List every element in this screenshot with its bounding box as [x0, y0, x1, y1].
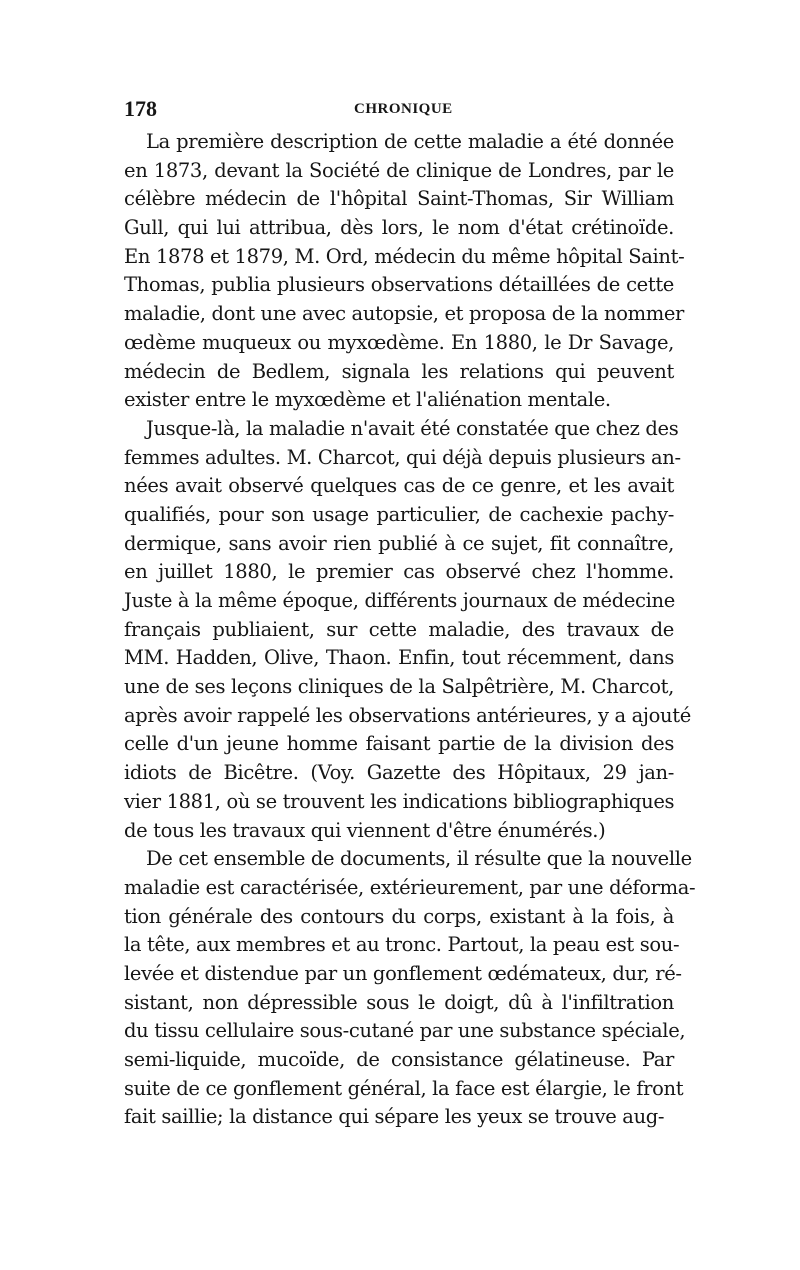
text-line: une de ses leçons cliniques de la Salpêtrière, M. Charcot,: [124, 675, 674, 699]
text-line: semi-liquide, mucoïde, de consistance gélatineuse. Par: [124, 1048, 674, 1071]
text-line: œdème muqueux ou myxœdème. En 1880, le Dr Savage,: [124, 330, 674, 354]
text-line: nées avait observé quelques cas de ce genre, et les avait: [124, 474, 674, 498]
text-line: dermique, sans avoir rien publié à ce sujet, fit connaître,: [124, 531, 674, 555]
text-line: célèbre médecin de l'hôpital Saint-Thomas, Sir William: [124, 187, 674, 211]
text-line: fait saillie; la distance qui sépare les yeux se trouve aug-: [124, 1105, 665, 1129]
paragraph: [124, 128, 685, 415]
text-line: celle d'un jeune homme faisant partie de la division des: [124, 732, 674, 756]
paragraph: [124, 845, 696, 1132]
text-line: de tous les travaux qui viennent d'être énumérés.): [124, 818, 606, 842]
text-line: tion générale des contours du corps, existant à la fois, à: [124, 904, 674, 928]
body-text: [124, 128, 696, 1132]
text-line: idiots de Bicêtre. (Voy. Gazette des Hôpitaux, 29 jan-: [124, 761, 674, 785]
text-line: levée et distendue par un gonflement œdémateux, dur, ré-: [124, 961, 682, 985]
page-number: 178: [124, 96, 157, 121]
text-line: La première description de cette maladie a été donnée: [146, 130, 674, 153]
text-line: du tissu cellulaire sous-cutané par une substance spéciale,: [124, 1019, 686, 1043]
text-line: Jusque-là, la maladie n'avait été constatée que chez des: [146, 416, 679, 440]
text-line: Thomas, publia plusieurs observations détaillées de cette: [124, 273, 674, 297]
text-line: maladie, dont une avec autopsie, et proposa de la nommer: [124, 302, 685, 326]
text-line: sistant, non dépressible sous le doigt, dû à l'infiltration: [124, 990, 674, 1014]
running-header: [124, 96, 680, 126]
text-line: médecin de Bedlem, signala les relations qui peuvent: [124, 359, 674, 383]
text-line: français publiaient, sur cette maladie, des travaux de: [124, 617, 674, 641]
text-line: De cet ensemble de documents, il résulte que la nouvelle: [146, 847, 692, 871]
text-line: Gull, qui lui attribua, dès lors, le nom d'état crétinoïde.: [124, 216, 674, 240]
text-line: après avoir rappelé les observations antérieures, y a ajouté: [124, 703, 691, 727]
text-line: en juillet 1880, le premier cas observé chez l'homme.: [124, 560, 674, 584]
text-line: Juste à la même époque, différents journaux de médecine: [124, 589, 675, 612]
text-line: suite de ce gonflement général, la face est élargie, le front: [124, 1076, 684, 1100]
text-line: exister entre le myxœdème et l'aliénation mentale.: [124, 388, 611, 412]
text-line: qualifiés, pour son usage particulier, de cachexie pachy-: [124, 502, 674, 526]
running-title: CHRONIQUE: [354, 101, 453, 117]
text-line: en 1873, devant la Société de clinique de Londres, par le: [124, 158, 674, 182]
text-line: la tête, aux membres et au tronc. Partout, la peau est sou-: [124, 933, 680, 957]
paragraph: [124, 415, 691, 845]
text-line: MM. Hadden, Olive, Thaon. Enfin, tout récemment, dans: [124, 646, 674, 670]
text-line: maladie est caractérisée, extérieurement, par une déforma-: [124, 875, 696, 899]
text-line: vier 1881, où se trouvent les indications bibliographiques: [124, 789, 675, 813]
text-line: En 1878 et 1879, M. Ord, médecin du même hôpital Saint-: [124, 244, 685, 268]
text-line: femmes adultes. M. Charcot, qui déjà depuis plusieurs an-: [124, 445, 681, 469]
